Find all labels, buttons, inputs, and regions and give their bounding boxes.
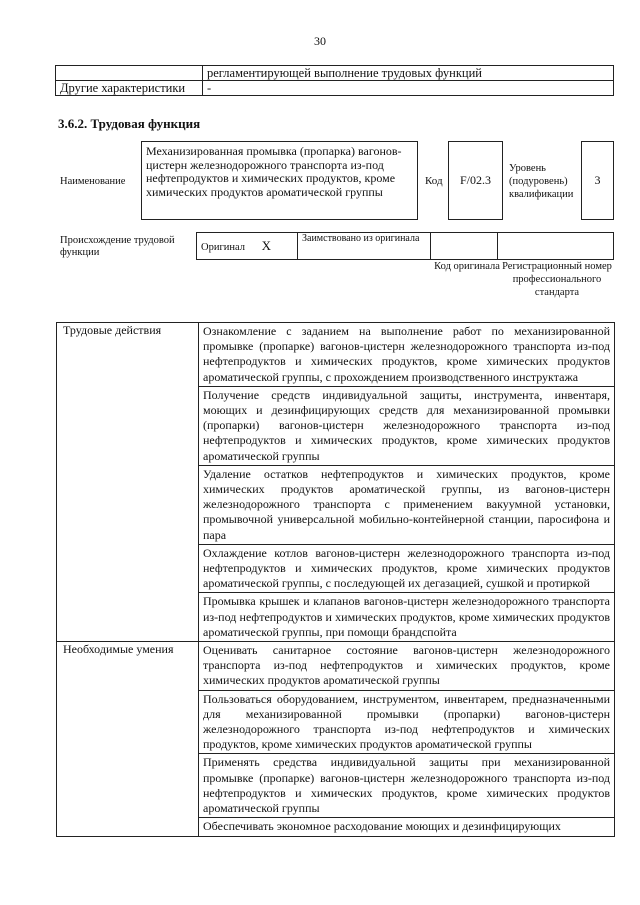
skill-item: Пользоваться оборудованием, инструментом, инвентарем, предназначенными для механизированной промывки (пропарки) вагонов-цистерн железнодорожного транспорта из-под нефтепродуктов и химических продуктов, кроме химических продуктов ароматической группы [199, 690, 615, 754]
action-item: Охлаждение котлов вагонов-цистерн железнодорожного транспорта из-под нефтепродуктов и химических продуктов, кроме химических продуктов ароматической группы, с последующей их дегазацией, сушкой и протиркой [199, 544, 615, 593]
level-label: Уровень (подуровень) квалификации [509, 163, 574, 200]
skill-item: Обеспечивать экономное расходование моющих и дезинфицирующих [199, 818, 615, 836]
action-item: Промывка крышек и клапанов вагонов-цистерн железнодорожного транспорта из-под нефтепродуктов и химических продуктов, кроме химических продуктов ароматической группы, при помощи брандспойта [199, 593, 615, 642]
skills-label: Необходимые умения [57, 642, 199, 836]
code-label: Код [425, 175, 443, 187]
actions-label: Трудовые действия [57, 323, 199, 642]
code-original-caption: Код оригинала [434, 261, 500, 272]
origin-table [196, 232, 614, 260]
table-row [56, 81, 614, 96]
skill-item: Применять средства индивидуальной защиты при механизированной промывке (пропарке) вагонов-цистерн железнодорожного транспорта из-под нефтепродуктов и химических продуктов, кроме химических продуктов ароматической группы [199, 754, 615, 818]
action-item: Получение средств индивидуальной защиты, инструмента, инвентаря, моющих и дезинфицирующих средств для механизированной промывки (пропарки) вагонов-цистерн железнодорожного транспорта из-под нефтепродуктов и химических продуктов, кроме химических продуктов ароматической группы [199, 386, 615, 465]
reg-number-caption: Регистрационный номер профессионального стандарта [502, 261, 612, 298]
code-value-box: F/02.3 [448, 141, 503, 220]
table-row [56, 66, 614, 81]
original-cell [197, 233, 298, 260]
table-cell-label: Другие характеристики [56, 81, 203, 96]
action-item: Ознакомление с заданием на выполнение работ по механизированной промывке (пропарке) вагонов-цистерн железнодорожного транспорта из-под нефтепродуктов и химических продуктов, кроме химических продуктов ароматической группы, с прохождением производственного инструктажа [199, 323, 615, 387]
borrowed-cell: Заимствовано из оригинала [298, 233, 431, 260]
section-title: 3.6.2. Трудовая функция [58, 116, 201, 131]
original-label: Оригинал [201, 242, 245, 253]
table-cell-label [56, 66, 203, 81]
level-value-box: 3 [581, 141, 614, 220]
table-row [197, 233, 614, 260]
page-number: 30 [314, 34, 326, 48]
name-label: Наименование [60, 176, 126, 187]
reg-number-cell [498, 233, 614, 260]
function-details-table [56, 322, 615, 837]
table-row [57, 642, 615, 691]
function-name-box: Механизированная промывка (пропарка) вагонов-цистерн железнодорожного транспорта из-под нефтепродуктов и химических продуктов, кроме химических продуктов ароматической группы [141, 141, 418, 220]
origin-label: Происхождение трудовой функции [60, 235, 175, 258]
table-cell-value: регламентирующей выполнение трудовых функций [203, 66, 614, 81]
original-mark: X [261, 238, 272, 253]
code-original-cell [431, 233, 498, 260]
table-cell-value: - [203, 81, 614, 96]
table-row [57, 323, 615, 387]
skill-item: Оценивать санитарное состояние вагонов-цистерн железнодорожного транспорта из-под нефтепродуктов и химических продуктов, кроме химических продуктов ароматической группы [199, 642, 615, 691]
action-item: Удаление остатков нефтепродуктов и химических продуктов, кроме химических продуктов ароматической группы, из вагонов-цистерн железнодорожного транспорта с применением вакуумной установки, промывочной универсальной мобильно-контейнерной станции, паросифона и пара [199, 465, 615, 544]
top-continuation-table [55, 65, 614, 96]
